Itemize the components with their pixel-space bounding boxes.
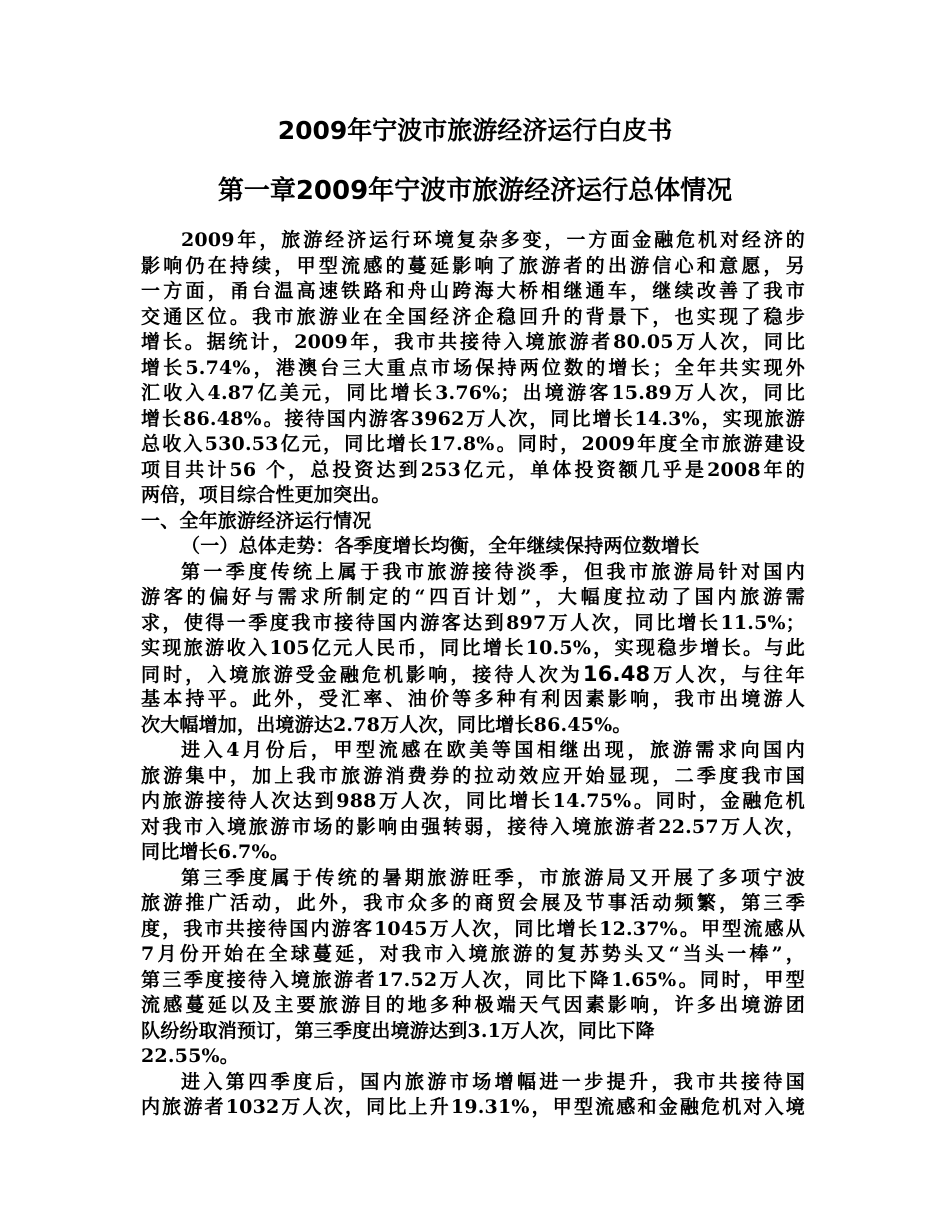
paragraph-line: 度，我市共接待国内游客1045万人次，同比增长12.37%。甲型流感从 xyxy=(141,917,805,940)
paragraph-line: 一方面，甬台温高速铁路和舟山跨海大桥相继通车，继续改善了我市 xyxy=(141,280,805,302)
paragraph-line: 增长5.74%，港澳台三大重点市场保持两位数的增长；全年共实现外 xyxy=(141,356,805,379)
paragraph-line: 总收入530.53亿元，同比增长17.8%。同时，2009年度全市旅游建设 xyxy=(141,433,805,455)
paragraph-line: 增长86.48%。接待国内游客3962万人次，同比增长14.3%，实现旅游 xyxy=(141,407,805,430)
paragraph-line: 两倍，项目综合性更加突出。 xyxy=(141,484,391,506)
paragraph-line: 队纷纷取消预订，第三季度出境游达到3.1万人次，同比下降 xyxy=(141,1019,655,1042)
paragraph-line: 第三季度接待入境旅游者17.52万人次，同比下降1.65%。同时，甲型 xyxy=(141,968,805,991)
paragraph-line: 旅游集中，加上我市旅游消费券的拉动效应开始显现，二季度我市国 xyxy=(141,764,805,787)
paragraph-line: 增长。据统计，2009年，我市共接待入境旅游者80.05万人次，同比 xyxy=(141,331,805,353)
chapter-title: 第一章2009年宁波市旅游经济运行总体情况 xyxy=(217,176,733,206)
paragraph-line: 对我市入境旅游市场的影响由强转弱，接待入境旅游者22.57万人次， xyxy=(141,815,805,838)
section-heading: 一、全年旅游经济运行情况 xyxy=(141,509,372,532)
paragraph-line: 进入4月份后，甲型流感在欧美等国相继出现，旅游需求向国内 xyxy=(181,739,805,761)
text-segment: 同时，入境旅游受金融危机影响，接待人次为 xyxy=(141,663,583,686)
paragraph-line: 求，使得一季度我市接待国内游客达到897万人次，同比增长11.5%； xyxy=(141,611,805,634)
paragraph-line: 22.55%。 xyxy=(141,1045,239,1067)
paragraph-line: 汇收入4.87亿美元，同比增长3.76%；出境游客15.89万人次，同比 xyxy=(141,382,805,404)
paragraph-line: 内旅游接待人次达到988万人次，同比增长14.75%。同时，金融危机 xyxy=(141,790,805,812)
paragraph-line: 第三季度属于传统的暑期旅游旺季，市旅游局又开展了多项宁波 xyxy=(181,866,805,889)
paragraph-line: 7月份开始在全球蔓延，对我市入境旅游的复苏势头又“当头一棒”， xyxy=(141,943,805,965)
paragraph-line: 交通区位。我市旅游业在全国经济企稳回升的背景下，也实现了稳步 xyxy=(141,305,805,328)
paragraph-line: 影响仍在持续，甲型流感的蔓延影响了旅游者的出游信心和意愿，另 xyxy=(141,254,805,277)
paragraph-line: 2009年，旅游经济运行环境复杂多变，一方面金融危机对经济的 xyxy=(181,229,805,251)
paragraph-line: 旅游推广活动，此外，我市众多的商贸会展及节事活动频繁，第三季 xyxy=(141,892,805,914)
text-segment: 万人次，与往年 xyxy=(650,663,805,686)
paragraph-line: 项目共计56 个，总投资达到253亿元，单体投资额几乎是2008年的 xyxy=(141,458,805,481)
paragraph-line: 实现旅游收入105亿元人民币，同比增长10.5%，实现稳步增长。与此 xyxy=(141,637,805,659)
paragraph-line: 内旅游者1032万人次，同比上升19.31%，甲型流感和金融危机对入境 xyxy=(141,1096,805,1118)
paragraph-line: 游客的偏好与需求所制定的“四百计划”，大幅度拉动了国内旅游需 xyxy=(141,586,805,608)
paragraph-line: 进入第四季度后，国内旅游市场增幅进一步提升，我市共接待国 xyxy=(181,1070,805,1093)
paragraph-line: 第一季度传统上属于我市旅游接待淡季，但我市旅游局针对国内 xyxy=(181,560,805,583)
document-title: 2009年宁波市旅游经济运行白皮书 xyxy=(277,116,673,145)
paragraph-line-mixed xyxy=(141,662,805,688)
paragraph-line: 次大幅增加，出境游达2.78万人次，同比增长86.45%。 xyxy=(141,713,632,736)
paragraph-line: 基本持平。此外，受汇率、油价等多种有利因素影响，我市出境游人 xyxy=(141,688,805,710)
highlighted-number: 16.48 xyxy=(582,661,651,686)
paragraph-line: 同比增长6.7%。 xyxy=(141,841,289,863)
paragraph-line: 流感蔓延以及主要旅游目的地多种极端天气因素影响，许多出境游团 xyxy=(141,994,805,1016)
subsection-heading: （一）总体走势：各季度增长均衡，全年继续保持两位数增长 xyxy=(181,535,700,557)
document-body xyxy=(141,228,805,1121)
